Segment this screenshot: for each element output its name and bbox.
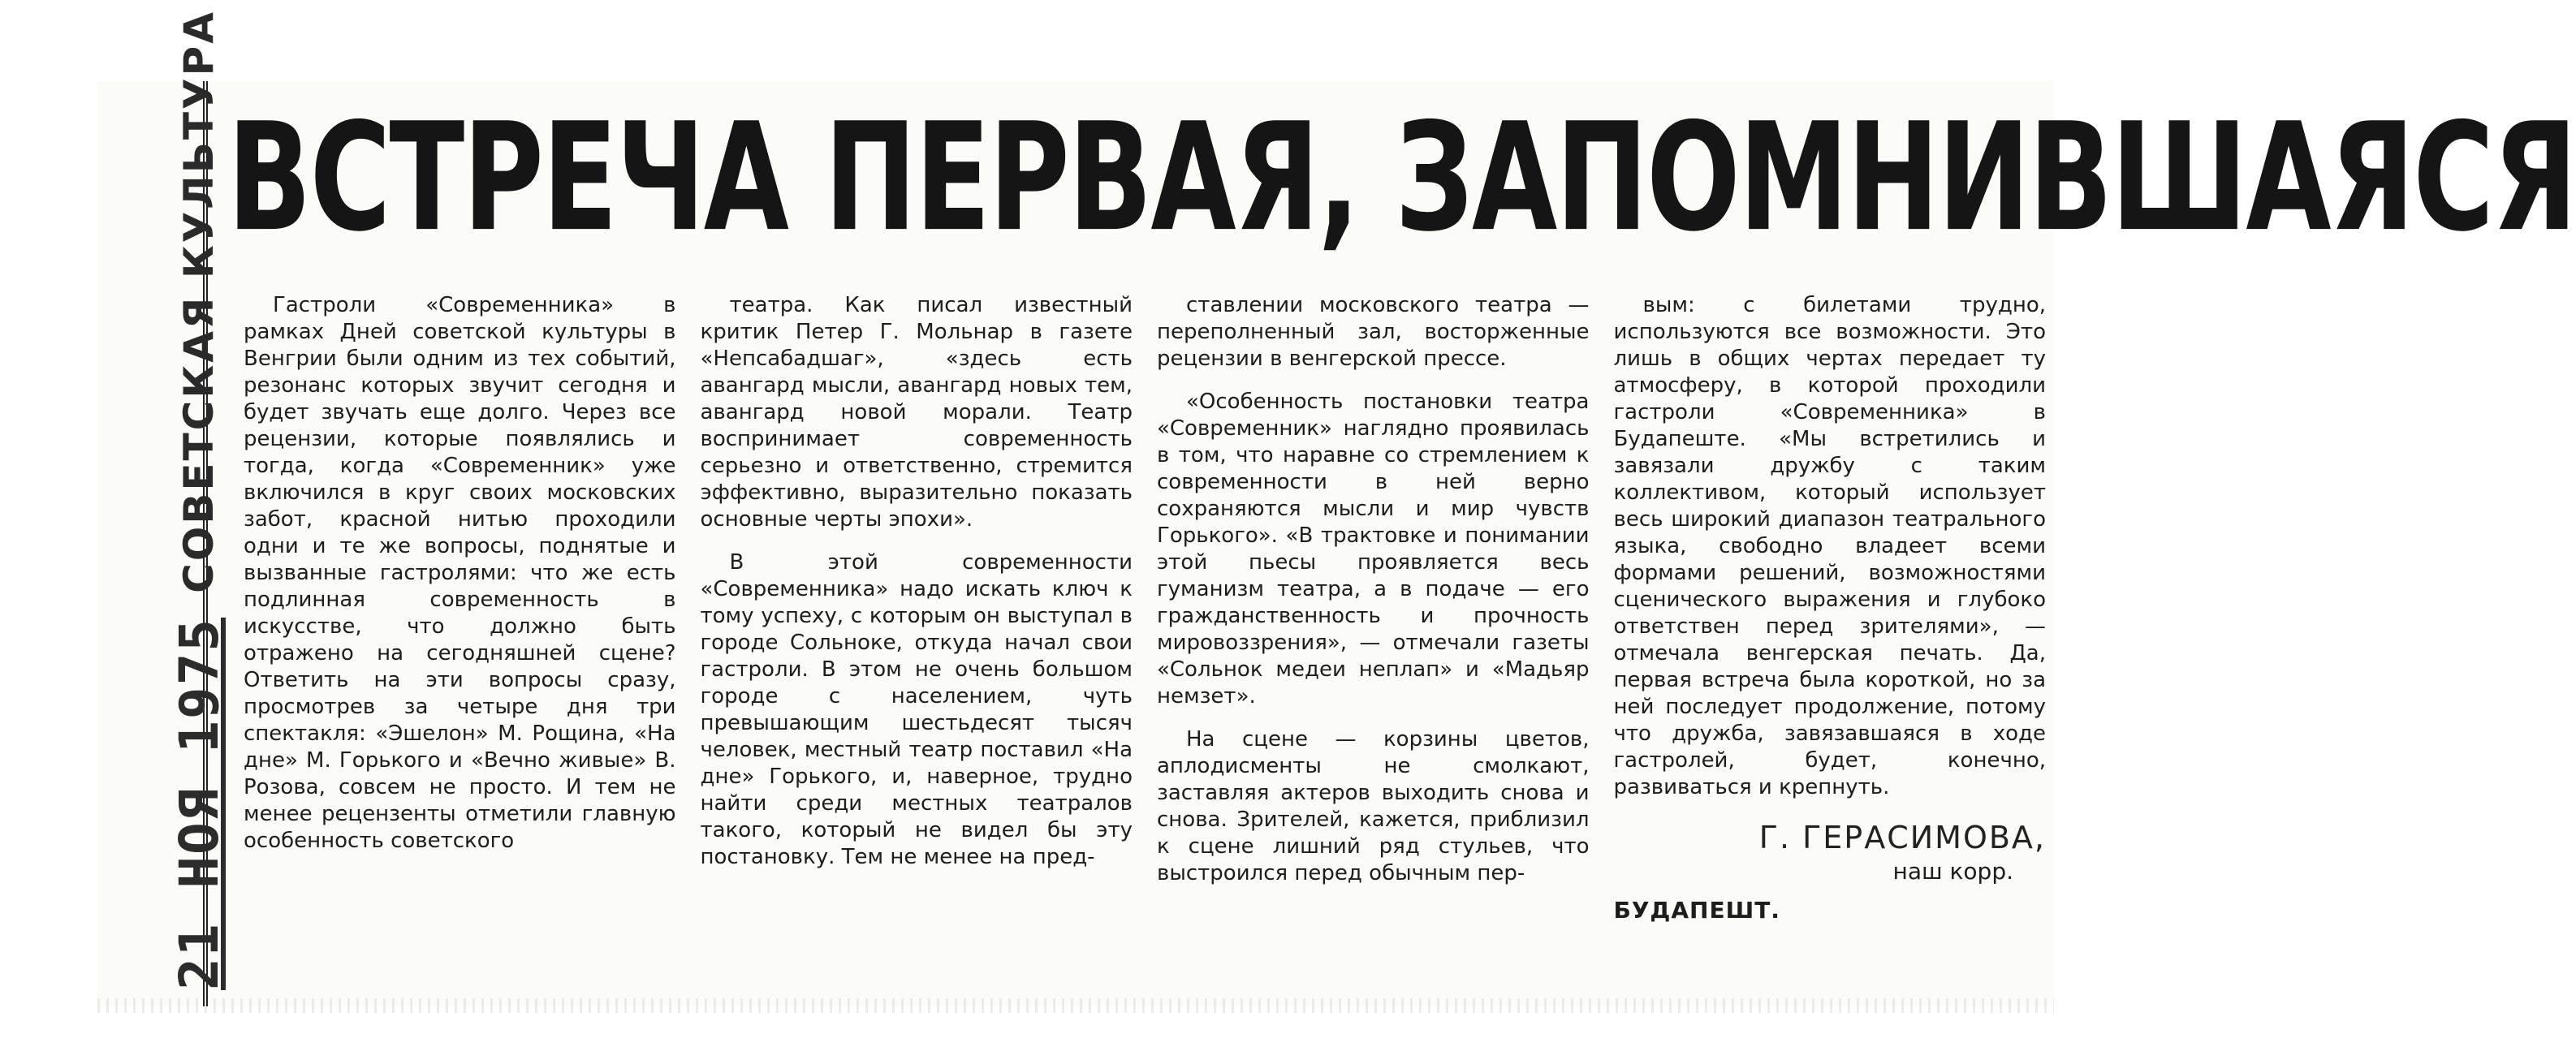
author-role: наш корр. (1892, 858, 2013, 885)
paragraph: театра. Как писал известный критик Петер Г. Мольнар в газете «Непсабадшаг», «здесь есть авангард мысли, авангард новых тем, авангард новой морали. Театр воспринимает современность серьезно и ответственно, стремится эффективно, выразительно показать основные черты эпохи». (700, 293, 1133, 532)
newspaper-name: СОВЕТСКАЯ КУЛЬТУРА (175, 10, 222, 593)
newspaper-clipping (97, 10, 2576, 1006)
article-column-1 (244, 292, 676, 990)
article-body (244, 292, 2046, 990)
signature-block (1614, 819, 2047, 887)
paragraph: В этой современности «Современника» надо искать ключ к тому успеху, с которым он выступал в городе Сольноке, откуда начал свои гастроли. В этом не очень большом городе с населением, чуть превышающим шестьдесят тысяч человек, местный театр поставил «На дне» Горького, и, наверное, трудно найти среди местных театралов такого, который не видел бы эту постановку. Тем не менее на пред- (700, 550, 1133, 869)
side-strip (106, 10, 231, 1006)
article-headline: ВСТРЕЧА ПЕРВАЯ, ЗАПОМНИВШАЯСЯ (227, 92, 2576, 265)
article-column-2 (701, 292, 1133, 990)
paragraph: ставлении московского театра — переполненный зал, восторженные рецензии в венгерской прессе. (1157, 293, 1590, 371)
paragraph: На сцене — корзины цветов, аплодисменты не смолкают, заставляя актеров выходить снова и снова. Зрителей, кажется, приблизил к сцене лишний ряд стульев, что выстроился перед обычным пер- (1157, 727, 1590, 885)
paragraph: Гастроли «Современника» в рамках Дней советской культуры в Венгрии были одним из тех событий, резонанс которых звучит сегодня и будет звучать еще долго. Через все рецензии, которые появлялись и тогда, когда «Современник» уже включился в круг своих московских забот, красной нитью проходили одни и те же вопросы, поднятые и вызванные гастролями: что же есть подлинная современность в искусстве, что должно быть отражено на сегодняшней сцене? Ответить на эти вопросы сразу, просмотрев за четыре дня три спектакля: «Эшелон» М. Рощина, «На дне» М. Горького и «Вечно живые» В. Розова, совсем не просто. И тем не менее рецензенты отметили главную особенность советского (244, 293, 676, 853)
dateline-place: БУДАПЕШТ. (1613, 897, 1780, 924)
date-stamp: 21 НОЯ 1975 (167, 617, 231, 990)
torn-edge (97, 998, 2054, 1013)
article-column-4 (1614, 292, 2047, 990)
paragraph: «Особенность постановки театра «Современник» наглядно проявилась в том, что наравне со стремлением к современности в ней верно сохраняются мысли и мир чувств Горького». «В трактовке и понимании этой пьесы проявляется весь гуманизм театра, а в подаче — его гражданственность и прочность мировоззрения», — отмечали газеты «Сольнок медеи неплап» и «Мадьяр немзет». (1157, 390, 1590, 709)
article-column-3 (1157, 292, 1590, 990)
paragraph: вым: с билетами трудно, используются все возможности. Это лишь в общих чертах передает ту атмосферу, в которой проходили гастроли «Современника» в Будапеште. «Мы встретились и завязали дружбу с таким коллективом, который использует весь широкий диапазон театрального языка, свободно владеет всеми формами решений, возможностями сценического выражения и глубоко ответствен перед зрителями», — отмечала венгерская печать. Да, первая встреча была короткой, но за ней последует продолжение, потому что дружба, завязавшаяся в ходе гастролей, будет, конечно, развиваться и крепнуть. (1613, 293, 2046, 799)
author-name: Г. ГЕРАСИМОВА, (1758, 820, 2046, 855)
